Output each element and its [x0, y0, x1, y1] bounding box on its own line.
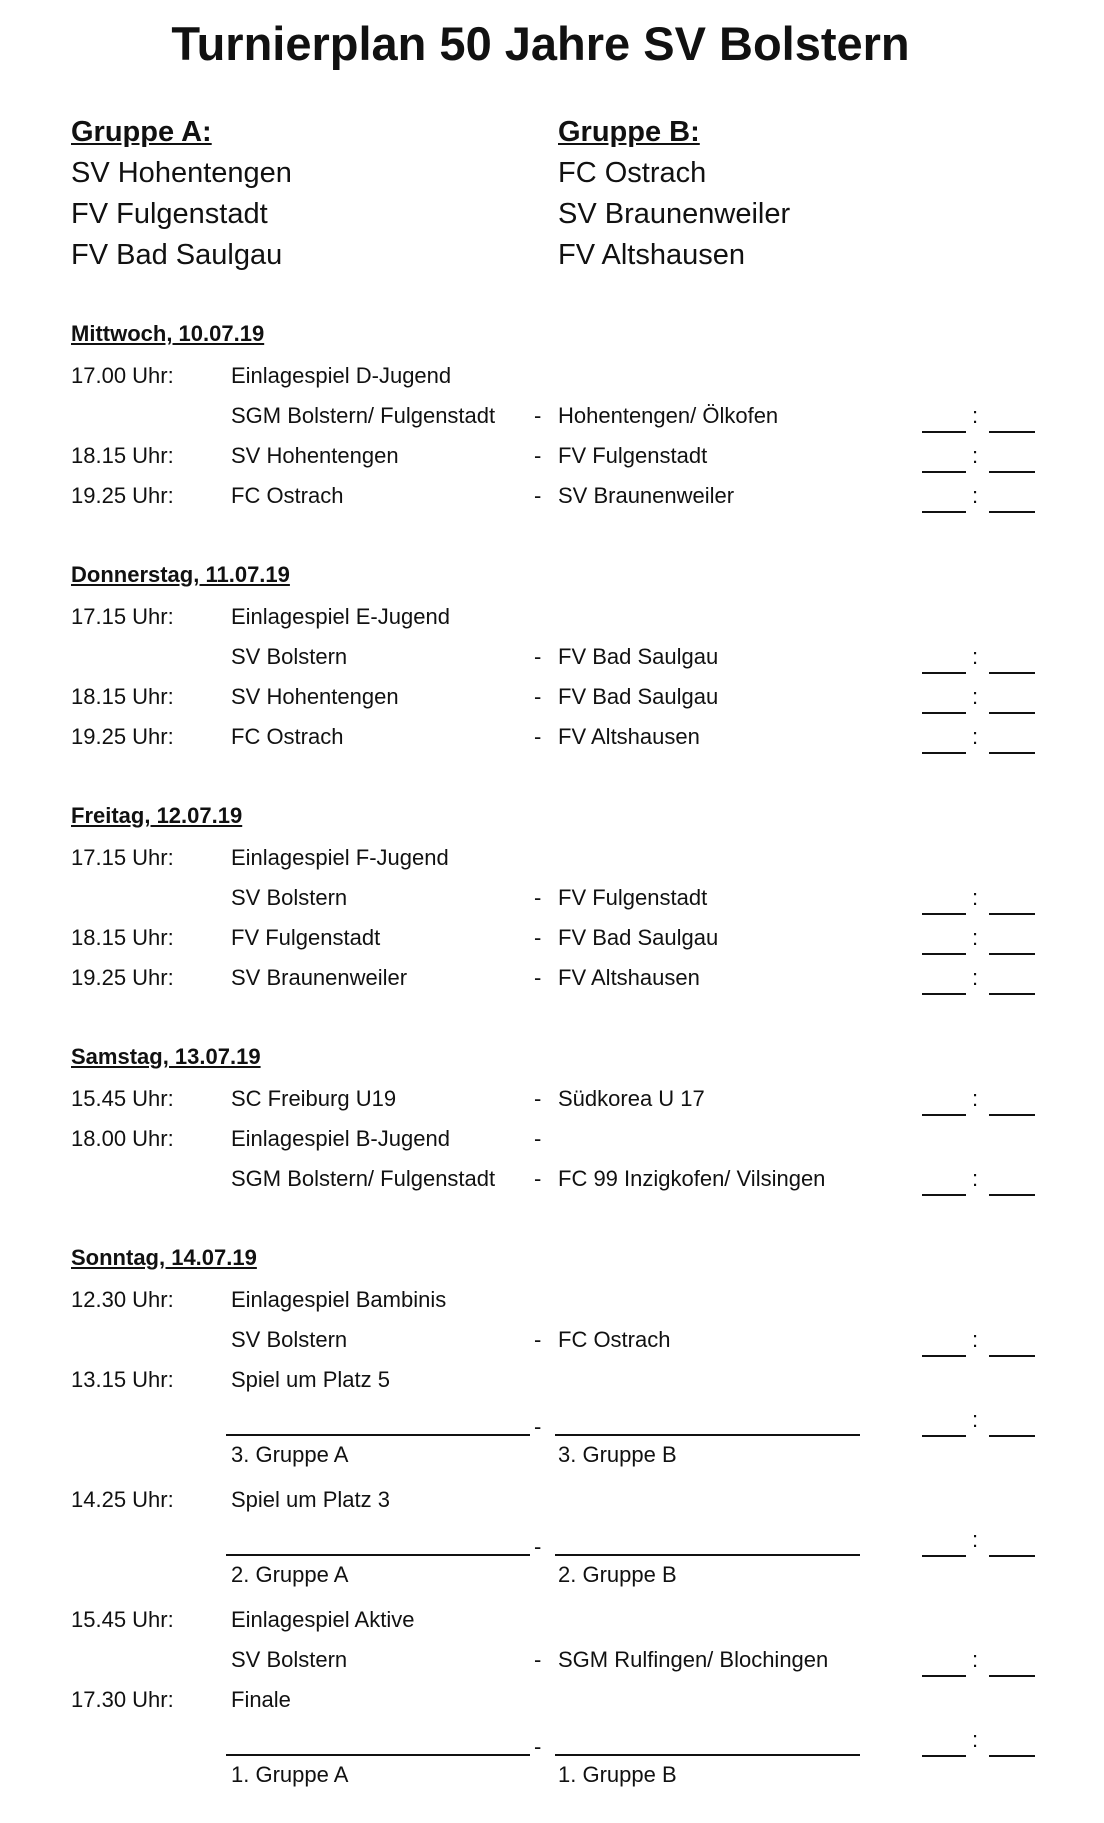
- versus-dash: -: [534, 1086, 542, 1111]
- match-row: [0, 918, 1104, 958]
- match-row: [0, 717, 1104, 757]
- schedule-row: [0, 1119, 1104, 1159]
- score-field[interactable]: [922, 717, 1037, 757]
- away-score-line[interactable]: [989, 431, 1035, 433]
- home-team: SV Hohentengen: [231, 443, 399, 468]
- home-score-line[interactable]: [922, 511, 966, 513]
- home-team: SGM Bolstern/ Fulgenstadt: [231, 403, 496, 428]
- home-team-blank[interactable]: [226, 1434, 530, 1436]
- home-score-line[interactable]: [922, 672, 966, 674]
- versus-dash: -: [534, 925, 542, 950]
- match-time: 19.25 Uhr:: [71, 483, 174, 508]
- score-field[interactable]: [922, 476, 1037, 516]
- versus-dash: -: [534, 1734, 542, 1759]
- home-score-line[interactable]: [922, 1755, 966, 1757]
- score-field[interactable]: [922, 1640, 1037, 1680]
- away-team: FV Altshausen: [558, 724, 700, 749]
- away-team: FV Fulgenstadt: [558, 443, 708, 468]
- match-time: 18.15 Uhr:: [71, 684, 174, 709]
- home-placement-label: 2. Gruppe A: [231, 1562, 349, 1587]
- away-score-line[interactable]: [989, 953, 1035, 955]
- score-field[interactable]: [922, 918, 1037, 958]
- home-placement-label: 3. Gruppe A: [231, 1442, 349, 1467]
- home-score-line[interactable]: [922, 431, 966, 433]
- group-a-team: FV Bad Saulgau: [71, 239, 283, 271]
- home-score-line[interactable]: [922, 471, 966, 473]
- score-field[interactable]: [922, 1320, 1037, 1360]
- score-field[interactable]: [922, 1079, 1037, 1119]
- score-colon: :: [972, 1086, 979, 1111]
- schedule-row: [0, 1360, 1104, 1400]
- away-score-line[interactable]: [989, 1435, 1035, 1437]
- score-field[interactable]: [922, 637, 1037, 677]
- group-a: [71, 112, 292, 276]
- versus-dash: -: [534, 443, 542, 468]
- versus-dash: -: [534, 1414, 542, 1439]
- match-row: [0, 958, 1104, 998]
- away-score-line[interactable]: [989, 712, 1035, 714]
- home-team-blank[interactable]: [226, 1754, 530, 1756]
- score-field[interactable]: [922, 396, 1037, 436]
- home-score-line[interactable]: [922, 1114, 966, 1116]
- home-score-line[interactable]: [922, 913, 966, 915]
- match-time: 15.45 Uhr:: [71, 1086, 174, 1111]
- match-row: [0, 637, 1104, 677]
- away-score-line[interactable]: [989, 913, 1035, 915]
- match-time: 19.25 Uhr:: [71, 965, 174, 990]
- home-team: SGM Bolstern/ Fulgenstadt: [231, 1166, 496, 1191]
- home-score-line[interactable]: [922, 752, 966, 754]
- match-row: [0, 1640, 1104, 1680]
- home-score-line[interactable]: [922, 1435, 966, 1437]
- schedule-row: [0, 1280, 1104, 1320]
- schedule-row: [0, 356, 1104, 396]
- home-placement-label: 1. Gruppe A: [231, 1762, 349, 1787]
- score-colon: :: [972, 483, 979, 508]
- match-time: 17.00 Uhr:: [71, 363, 174, 388]
- versus-dash: -: [534, 483, 542, 508]
- away-score-line[interactable]: [989, 1755, 1035, 1757]
- placement-match-row: [0, 1400, 1104, 1440]
- group-b-team: FC Ostrach: [558, 157, 707, 189]
- away-team-blank[interactable]: [555, 1554, 860, 1556]
- schedule-row: [0, 1480, 1104, 1520]
- away-team: FV Bad Saulgau: [558, 925, 719, 950]
- away-team: FV Bad Saulgau: [558, 644, 719, 669]
- versus-dash: -: [534, 403, 542, 428]
- away-score-line[interactable]: [989, 993, 1035, 995]
- group-b-heading: Gruppe B:: [558, 116, 700, 148]
- match-row: [0, 476, 1104, 516]
- score-colon: :: [972, 1527, 979, 1552]
- away-score-line[interactable]: [989, 471, 1035, 473]
- group-b-team: SV Braunenweiler: [558, 198, 791, 230]
- away-team: FV Altshausen: [558, 965, 700, 990]
- match-row: [0, 1159, 1104, 1199]
- match-time: 18.15 Uhr:: [71, 443, 174, 468]
- day-heading: Donnerstag, 11.07.19: [71, 562, 290, 587]
- group-b: [558, 112, 790, 276]
- versus-dash: -: [534, 644, 542, 669]
- versus-dash: -: [534, 885, 542, 910]
- versus-dash: -: [534, 1126, 542, 1151]
- home-team: SV Hohentengen: [231, 684, 399, 709]
- away-team: Hohentengen/ Ölkofen: [558, 403, 779, 428]
- home-score-line[interactable]: [922, 1675, 966, 1677]
- home-team: FC Ostrach: [231, 483, 344, 508]
- away-team: FV Bad Saulgau: [558, 684, 719, 709]
- home-score-line[interactable]: [922, 1194, 966, 1196]
- match-time: 17.15 Uhr:: [71, 845, 174, 870]
- schedule-row: [0, 838, 1104, 878]
- score-colon: :: [972, 1647, 979, 1672]
- home-team: SV Bolstern: [231, 1327, 348, 1352]
- score-colon: :: [972, 925, 979, 950]
- placement-match-row: [0, 1720, 1104, 1760]
- match-row: [0, 677, 1104, 717]
- day-heading: Samstag, 13.07.19: [71, 1044, 261, 1069]
- score-colon: :: [972, 885, 979, 910]
- placement-match-row: [0, 1520, 1104, 1560]
- home-team: SC Freiburg U19: [231, 1086, 397, 1111]
- match-time: 19.25 Uhr:: [71, 724, 174, 749]
- match-time: 13.15 Uhr:: [71, 1367, 174, 1392]
- score-colon: :: [972, 644, 979, 669]
- away-score-line[interactable]: [989, 1194, 1035, 1196]
- away-score-line[interactable]: [989, 1114, 1035, 1116]
- away-team-blank[interactable]: [555, 1754, 860, 1756]
- away-score-line[interactable]: [989, 1675, 1035, 1677]
- score-field[interactable]: [922, 1159, 1037, 1199]
- match-row: [0, 1320, 1104, 1360]
- group-a-team: FV Fulgenstadt: [71, 198, 268, 230]
- versus-dash: -: [534, 1327, 542, 1352]
- score-colon: :: [972, 1166, 979, 1191]
- score-colon: :: [972, 1327, 979, 1352]
- match-time: 18.00 Uhr:: [71, 1126, 174, 1151]
- schedule-row: [0, 1680, 1104, 1720]
- away-team: Südkorea U 17: [558, 1086, 705, 1111]
- score-field[interactable]: [922, 1520, 1037, 1560]
- home-team: FC Ostrach: [231, 724, 344, 749]
- group-b-team: FV Altshausen: [558, 239, 745, 271]
- score-field[interactable]: [922, 1720, 1037, 1760]
- schedule-row: [0, 1600, 1104, 1640]
- match-label: Einlagespiel B-Jugend: [231, 1126, 450, 1151]
- home-score-line[interactable]: [922, 1355, 966, 1357]
- versus-dash: -: [534, 1534, 542, 1559]
- away-score-line[interactable]: [989, 1555, 1035, 1557]
- away-team: FC Ostrach: [558, 1327, 671, 1352]
- away-team: FC 99 Inzigkofen/ Vilsingen: [558, 1166, 826, 1191]
- page-title: Turnierplan 50 Jahre SV Bolstern: [171, 17, 910, 70]
- home-score-line[interactable]: [922, 712, 966, 714]
- group-a-team: SV Hohentengen: [71, 157, 292, 189]
- match-time: 17.15 Uhr:: [71, 604, 174, 629]
- score-field[interactable]: [922, 958, 1037, 998]
- home-team-blank[interactable]: [226, 1554, 530, 1556]
- away-placement-label: 2. Gruppe B: [558, 1562, 677, 1587]
- score-colon: :: [972, 1407, 979, 1432]
- match-label: Finale: [231, 1687, 291, 1712]
- away-score-line[interactable]: [989, 752, 1035, 754]
- score-field[interactable]: [922, 1400, 1037, 1440]
- home-team: SV Braunenweiler: [231, 965, 408, 990]
- score-colon: :: [972, 443, 979, 468]
- away-team-blank[interactable]: [555, 1434, 860, 1436]
- away-score-line[interactable]: [989, 1355, 1035, 1357]
- day-heading: Sonntag, 14.07.19: [71, 1245, 257, 1270]
- away-score-line[interactable]: [989, 511, 1035, 513]
- away-team: FV Fulgenstadt: [558, 885, 708, 910]
- match-time: 18.15 Uhr:: [71, 925, 174, 950]
- match-row: [0, 436, 1104, 476]
- match-label: Spiel um Platz 5: [231, 1367, 390, 1392]
- versus-dash: -: [534, 965, 542, 990]
- versus-dash: -: [534, 724, 542, 749]
- away-placement-label: 1. Gruppe B: [558, 1762, 677, 1787]
- match-time: 14.25 Uhr:: [71, 1487, 174, 1512]
- away-team: SGM Rulfingen/ Blochingen: [558, 1647, 829, 1672]
- match-label: Einlagespiel E-Jugend: [231, 604, 450, 629]
- match-row: [0, 1079, 1104, 1119]
- day-heading: Freitag, 12.07.19: [71, 803, 243, 828]
- match-label: Spiel um Platz 3: [231, 1487, 390, 1512]
- versus-dash: -: [534, 1647, 542, 1672]
- versus-dash: -: [534, 1166, 542, 1191]
- match-row: [0, 878, 1104, 918]
- away-placement-label: 3. Gruppe B: [558, 1442, 677, 1467]
- home-score-line[interactable]: [922, 993, 966, 995]
- match-time: 17.30 Uhr:: [71, 1687, 174, 1712]
- score-colon: :: [972, 965, 979, 990]
- group-a-heading: Gruppe A:: [71, 116, 212, 148]
- score-colon: :: [972, 1727, 979, 1752]
- home-score-line[interactable]: [922, 953, 966, 955]
- home-team: FV Fulgenstadt: [231, 925, 381, 950]
- match-row: [0, 396, 1104, 436]
- score-field[interactable]: [922, 677, 1037, 717]
- match-label: Einlagespiel Aktive: [231, 1607, 415, 1632]
- away-team: SV Braunenweiler: [558, 483, 735, 508]
- match-label: Einlagespiel Bambinis: [231, 1287, 447, 1312]
- score-field[interactable]: [922, 436, 1037, 476]
- versus-dash: -: [534, 684, 542, 709]
- home-score-line[interactable]: [922, 1555, 966, 1557]
- match-label: Einlagespiel F-Jugend: [231, 845, 449, 870]
- day-heading: Mittwoch, 10.07.19: [71, 321, 265, 346]
- score-colon: :: [972, 403, 979, 428]
- schedule-row: [0, 597, 1104, 637]
- score-colon: :: [972, 684, 979, 709]
- match-label: Einlagespiel D-Jugend: [231, 363, 452, 388]
- match-time: 15.45 Uhr:: [71, 1607, 174, 1632]
- home-team: SV Bolstern: [231, 1647, 348, 1672]
- score-field[interactable]: [922, 878, 1037, 918]
- score-colon: :: [972, 724, 979, 749]
- away-score-line[interactable]: [989, 672, 1035, 674]
- home-team: SV Bolstern: [231, 644, 348, 669]
- home-team: SV Bolstern: [231, 885, 348, 910]
- match-time: 12.30 Uhr:: [71, 1287, 174, 1312]
